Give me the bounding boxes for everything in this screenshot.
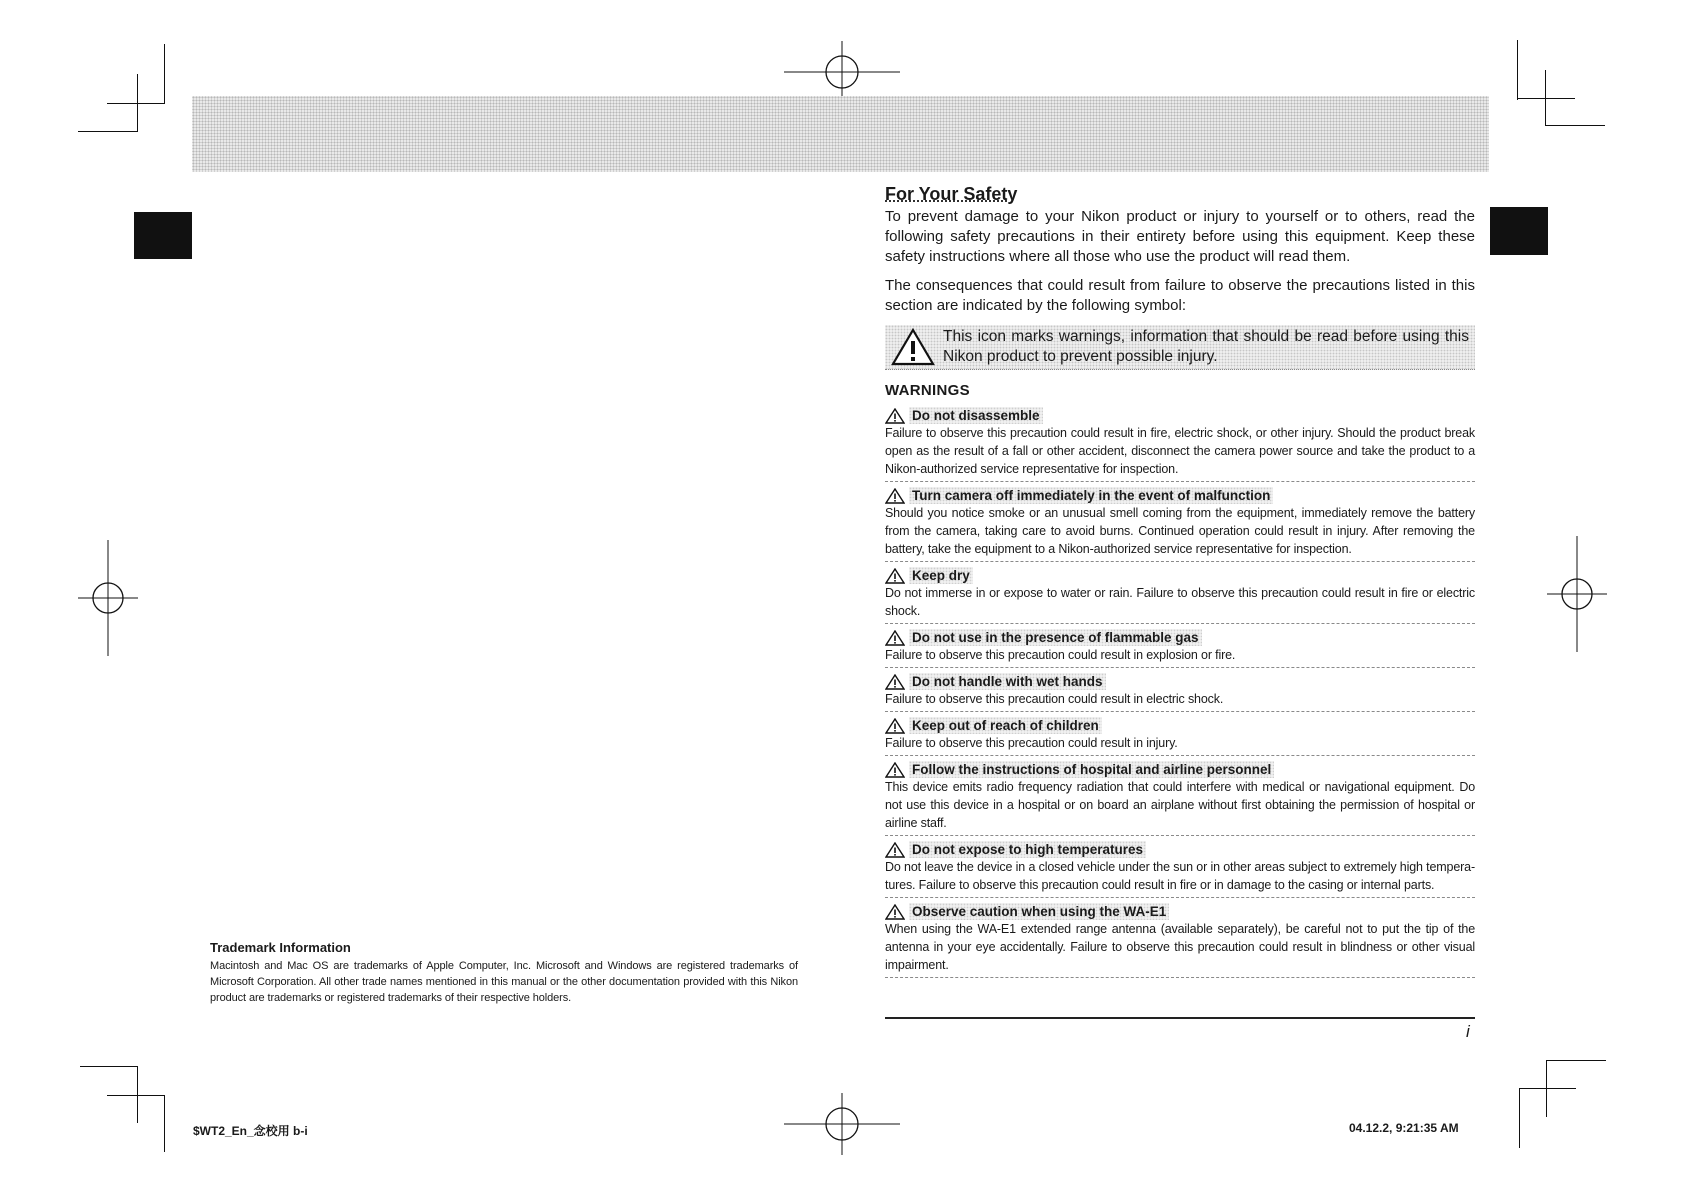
safety-section <box>885 184 1475 981</box>
warning-item <box>885 839 1475 898</box>
warning-triangle-icon <box>885 674 905 690</box>
warning-triangle-icon <box>885 842 905 858</box>
warning-title: Do not expose to high temperatures <box>909 841 1146 858</box>
section-title: For Your Safety <box>885 184 1018 204</box>
warning-item <box>885 759 1475 836</box>
registration-mark-top <box>784 41 900 103</box>
warning-triangle-icon <box>885 488 905 504</box>
registration-mark-bottom <box>784 1093 900 1155</box>
warning-triangle-icon <box>885 762 905 778</box>
warning-body: Failure to observe this precaution could result in electric shock. <box>885 692 1224 706</box>
warning-title: Follow the instructions of hospital and airline personnel <box>909 761 1274 778</box>
warnings-heading: WARNINGS <box>885 382 970 399</box>
warning-item <box>885 627 1475 668</box>
warning-title: Turn camera off immediately in the event of malfunction <box>909 487 1273 504</box>
thumb-tab-left <box>134 212 192 259</box>
page-number: i <box>1466 1022 1470 1041</box>
warning-triangle-icon <box>885 904 905 920</box>
warning-title: Keep dry <box>909 567 973 584</box>
warning-item <box>885 405 1475 482</box>
symbol-explanation <box>885 325 1475 370</box>
warning-triangle-icon <box>885 718 905 734</box>
warning-title: Do not use in the presence of flammable gas <box>909 629 1202 646</box>
trademark-section <box>210 940 798 1006</box>
warning-body: Failure to observe this precaution could result in fire, electric shock, or other injury. Should the product break open as the result of a fall or other accident, disconnect the camera power source and take the product to a Nikon-authorized service representative for inspection. <box>885 426 1475 476</box>
file-label: $WT2_En_念校用 b-i <box>193 1124 308 1138</box>
warning-item <box>885 715 1475 756</box>
warning-triangle-icon <box>885 630 905 646</box>
trademark-body: Macintosh and Mac OS are trademarks of Apple Computer, Inc. Microsoft and Windows are registered trademarks of Microsoft Corporation. All other trade names mentioned in this manual or the other documentation provided with this Nikon product are trademarks or registered trademarks of their respective holders. <box>210 960 798 1004</box>
symbol-note: This icon marks warnings, information that should be read before using this Nikon product to prevent possible injury. <box>943 328 1469 365</box>
thumb-tab-right <box>1490 207 1548 255</box>
warning-title: Keep out of reach of children <box>909 717 1102 734</box>
warning-item <box>885 671 1475 712</box>
warning-triangle-icon <box>885 408 905 424</box>
header-halftone-band <box>192 96 1489 172</box>
warning-body: When using the WA-E1 extended range antenna (available separately), be careful not to put the tip of the antenna in your eye accidentally. Failure to observe this precaution could result in blindness or other visual impairment. <box>885 922 1475 972</box>
print-timestamp: 04.12.2, 9:21:35 AM <box>1349 1121 1459 1135</box>
warning-body: Do not immerse in or expose to water or rain. Failure to observe this precaution could result in fire or electric shock. <box>885 586 1475 618</box>
intro-paragraph: To prevent damage to your Nikon product or injury to yourself or to others, read the following safety precautions in their entirety before using this equipment. Keep these safety instructions where all those who use the product will read them. <box>885 208 1475 265</box>
registration-mark-right <box>1547 536 1607 652</box>
warning-title: Do not disassemble <box>909 407 1043 424</box>
warning-triangle-icon <box>891 328 935 366</box>
warning-body: Should you notice smoke or an unusual smell coming from the equipment, immediately remove the battery from the camera, taking care to avoid burns. Continued operation could result in injury. After removing the battery, take the equipment to a Nikon-authorized service representative for inspection. <box>885 506 1475 556</box>
warning-triangle-icon <box>885 568 905 584</box>
warning-title: Do not handle with wet hands <box>909 673 1106 690</box>
warning-item <box>885 901 1475 978</box>
warning-body: Failure to observe this precaution could result in injury. <box>885 736 1178 750</box>
registration-mark-left <box>78 540 138 656</box>
warning-body: This device emits radio frequency radiation that could interfere with medical or navigational equipment. Do not use this device in a hospital or on board an airplane without first obtaining the permission of hospital or airline staff. <box>885 780 1475 830</box>
warning-body: Do not leave the device in a closed vehicle under the sun or in other areas subject to extremely high tempera-tures. Failure to observe this precaution could result in fire or in damage to the casing or internal parts. <box>885 860 1475 892</box>
intro-paragraph: The consequences that could result from failure to observe the precautions listed in this section are indicated by the following symbol: <box>885 277 1475 314</box>
trademark-heading: Trademark Information <box>210 940 351 955</box>
warning-item <box>885 485 1475 562</box>
warning-title: Observe caution when using the WA-E1 <box>909 903 1169 920</box>
page-bottom-rule <box>885 1017 1475 1019</box>
warning-body: Failure to observe this precaution could result in explosion or fire. <box>885 648 1236 662</box>
warning-item <box>885 565 1475 624</box>
